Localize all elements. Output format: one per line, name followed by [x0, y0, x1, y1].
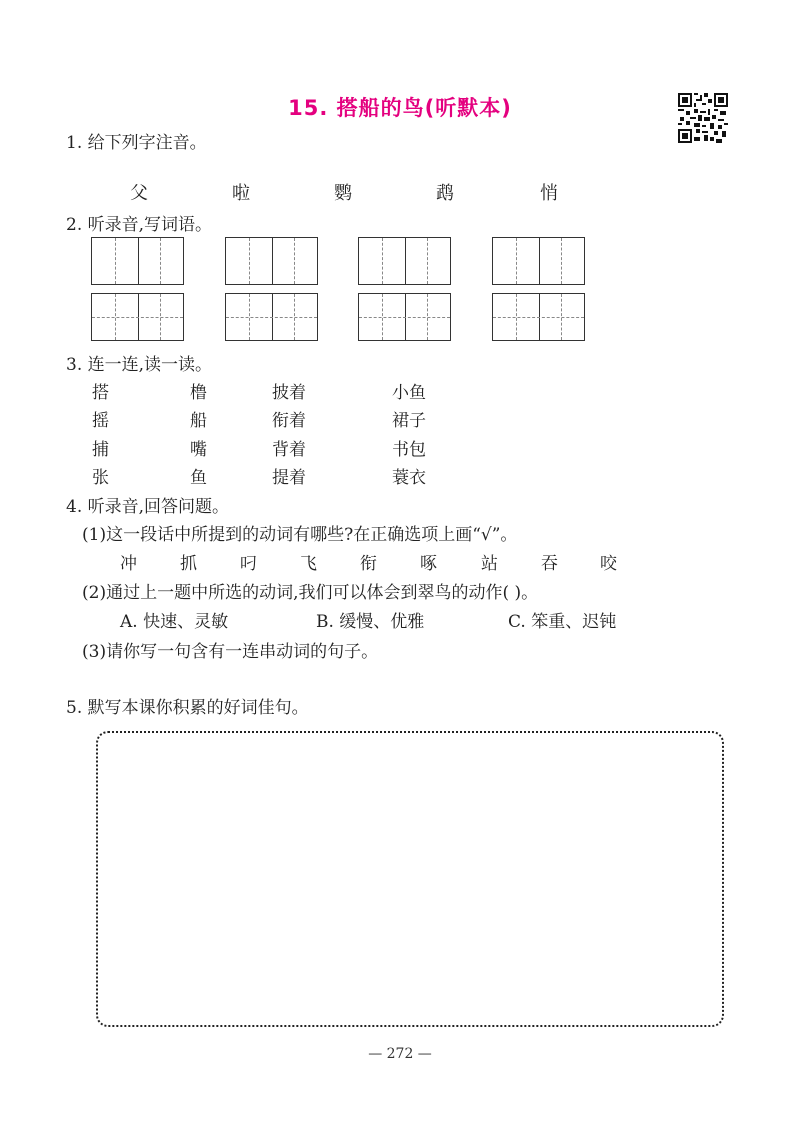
question-4-label: 4. 听录音,回答问题。 — [66, 497, 230, 517]
verb-item[interactable]: 冲 — [120, 554, 137, 574]
char-item: 啦 — [232, 183, 250, 204]
match-item[interactable]: 裙子 — [392, 411, 426, 431]
match-item[interactable]: 书包 — [392, 440, 426, 460]
match-item[interactable]: 搭 — [92, 383, 109, 403]
match-item[interactable]: 橹 — [190, 383, 207, 403]
match-item[interactable]: 提着 — [272, 468, 306, 488]
page-number: — 272 — — [368, 1046, 432, 1062]
option-a[interactable]: A. 快速、灵敏 — [120, 612, 229, 632]
match-item[interactable]: 披着 — [272, 383, 306, 403]
option-c[interactable]: C. 笨重、迟钝 — [508, 612, 617, 632]
question-4-sub1: (1)这一段话中所提到的动词有哪些?在正确选项上画“√”。 — [82, 525, 518, 545]
question-5-label: 5. 默写本课你积累的好词佳句。 — [66, 698, 309, 718]
writing-grid[interactable] — [91, 293, 184, 341]
writing-grid[interactable] — [91, 237, 184, 285]
char-item: 悄 — [540, 183, 558, 204]
match-item[interactable]: 衔着 — [272, 411, 306, 431]
char-item: 鹉 — [436, 183, 454, 204]
writing-grid[interactable] — [358, 237, 451, 285]
match-item[interactable]: 小鱼 — [392, 383, 426, 403]
match-item[interactable]: 嘴 — [190, 440, 207, 460]
verb-item[interactable]: 咬 — [600, 554, 617, 574]
verb-item[interactable]: 站 — [481, 554, 498, 574]
match-item[interactable]: 蓑衣 — [392, 468, 426, 488]
option-b[interactable]: B. 缓慢、优雅 — [316, 612, 425, 632]
writing-grid[interactable] — [225, 237, 318, 285]
writing-grid[interactable] — [492, 293, 585, 341]
verb-item[interactable]: 吞 — [541, 554, 558, 574]
match-item[interactable]: 捕 — [92, 440, 109, 460]
question-3-label: 3. 连一连,读一读。 — [66, 355, 213, 375]
question-1-label: 1. 给下列字注音。 — [66, 133, 207, 153]
match-item[interactable]: 背着 — [272, 440, 306, 460]
question-4-sub2: (2)通过上一题中所选的动词,我们可以体会到翠鸟的动作( )。 — [82, 583, 539, 603]
verb-item[interactable]: 衔 — [360, 554, 377, 574]
verb-item[interactable]: 啄 — [420, 554, 437, 574]
writing-grid[interactable] — [358, 293, 451, 341]
verb-item[interactable]: 抓 — [180, 554, 197, 574]
answer-writing-box[interactable] — [96, 731, 724, 1027]
char-item: 父 — [130, 183, 148, 204]
question-2-label: 2. 听录音,写词语。 — [66, 215, 213, 235]
question-4-sub3: (3)请你写一句含有一连串动词的句子。 — [82, 642, 379, 662]
match-item[interactable]: 船 — [190, 411, 207, 431]
writing-grid[interactable] — [225, 293, 318, 341]
match-item[interactable]: 鱼 — [190, 468, 207, 488]
match-item[interactable]: 张 — [92, 468, 109, 488]
page-title: 15. 搭船的鸟(听默本) — [288, 96, 512, 120]
qr-code-icon — [678, 93, 728, 143]
match-item[interactable]: 摇 — [92, 411, 109, 431]
writing-grid[interactable] — [492, 237, 585, 285]
char-item: 鹦 — [334, 183, 352, 204]
verb-item[interactable]: 叼 — [240, 554, 257, 574]
verb-item[interactable]: 飞 — [300, 554, 317, 574]
